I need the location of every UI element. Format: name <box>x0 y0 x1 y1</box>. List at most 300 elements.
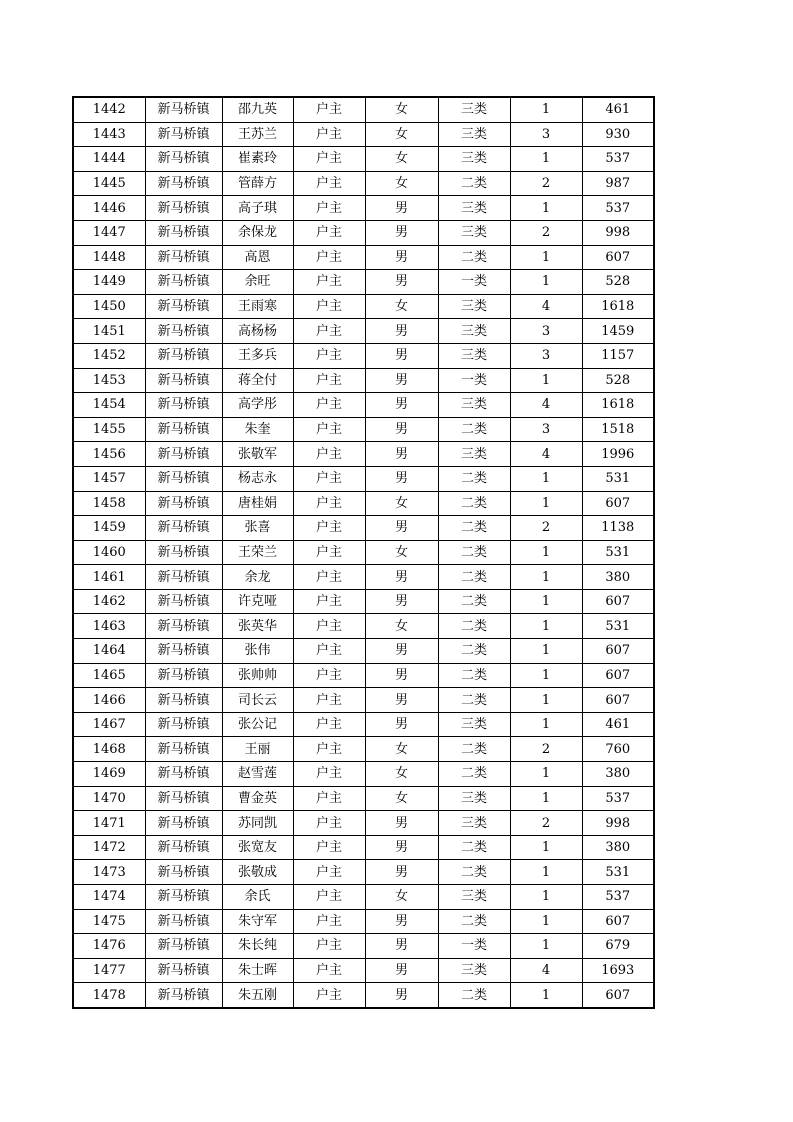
category-cell: 一类 <box>438 270 510 295</box>
row-number-cell: 1451 <box>73 319 145 344</box>
table-row <box>73 639 654 664</box>
row-number-cell: 1444 <box>73 147 145 172</box>
town-cell: 新马桥镇 <box>145 835 222 860</box>
category-cell: 三类 <box>438 220 510 245</box>
town-cell: 新马桥镇 <box>145 958 222 983</box>
town-cell: 新马桥镇 <box>145 639 222 664</box>
name-cell: 司长云 <box>222 688 293 713</box>
amount-cell: 1618 <box>582 294 654 319</box>
row-number-cell: 1475 <box>73 909 145 934</box>
gender-cell: 男 <box>365 860 438 885</box>
amount-cell: 607 <box>582 639 654 664</box>
amount-cell: 380 <box>582 565 654 590</box>
relation-cell: 户主 <box>293 540 365 565</box>
row-number-cell: 1472 <box>73 835 145 860</box>
town-cell: 新马桥镇 <box>145 220 222 245</box>
relation-cell: 户主 <box>293 835 365 860</box>
town-cell: 新马桥镇 <box>145 491 222 516</box>
category-cell: 三类 <box>438 393 510 418</box>
row-number-cell: 1457 <box>73 466 145 491</box>
table-row <box>73 737 654 762</box>
household-size-cell: 1 <box>510 762 582 787</box>
name-cell: 高学彤 <box>222 393 293 418</box>
table-row <box>73 245 654 270</box>
relation-cell: 户主 <box>293 983 365 1008</box>
row-number-cell: 1442 <box>73 97 145 122</box>
amount-cell: 998 <box>582 220 654 245</box>
amount-cell: 760 <box>582 737 654 762</box>
household-size-cell: 1 <box>510 663 582 688</box>
gender-cell: 男 <box>365 835 438 860</box>
category-cell: 三类 <box>438 712 510 737</box>
name-cell: 张伟 <box>222 639 293 664</box>
table-row <box>73 688 654 713</box>
relation-cell: 户主 <box>293 688 365 713</box>
relation-cell: 户主 <box>293 368 365 393</box>
town-cell: 新马桥镇 <box>145 147 222 172</box>
name-cell: 高杨杨 <box>222 319 293 344</box>
name-cell: 朱奎 <box>222 417 293 442</box>
amount-cell: 380 <box>582 835 654 860</box>
town-cell: 新马桥镇 <box>145 540 222 565</box>
household-size-cell: 1 <box>510 712 582 737</box>
name-cell: 赵雪莲 <box>222 762 293 787</box>
table-row <box>73 958 654 983</box>
relation-cell: 户主 <box>293 589 365 614</box>
category-cell: 三类 <box>438 97 510 122</box>
relation-cell: 户主 <box>293 97 365 122</box>
relation-cell: 户主 <box>293 958 365 983</box>
household-size-cell: 4 <box>510 442 582 467</box>
amount-cell: 1518 <box>582 417 654 442</box>
relation-cell: 户主 <box>293 294 365 319</box>
table-row <box>73 835 654 860</box>
table-row <box>73 417 654 442</box>
name-cell: 苏同凯 <box>222 811 293 836</box>
amount-cell: 607 <box>582 491 654 516</box>
town-cell: 新马桥镇 <box>145 983 222 1008</box>
row-number-cell: 1450 <box>73 294 145 319</box>
table-row <box>73 491 654 516</box>
row-number-cell: 1474 <box>73 885 145 910</box>
relation-cell: 户主 <box>293 393 365 418</box>
town-cell: 新马桥镇 <box>145 762 222 787</box>
relation-cell: 户主 <box>293 811 365 836</box>
town-cell: 新马桥镇 <box>145 171 222 196</box>
relation-cell: 户主 <box>293 786 365 811</box>
amount-cell: 380 <box>582 762 654 787</box>
gender-cell: 男 <box>365 220 438 245</box>
category-cell: 三类 <box>438 958 510 983</box>
gender-cell: 男 <box>365 565 438 590</box>
gender-cell: 男 <box>365 688 438 713</box>
household-size-cell: 1 <box>510 860 582 885</box>
relation-cell: 户主 <box>293 343 365 368</box>
household-size-cell: 1 <box>510 934 582 959</box>
gender-cell: 男 <box>365 270 438 295</box>
amount-cell: 531 <box>582 860 654 885</box>
row-number-cell: 1448 <box>73 245 145 270</box>
household-size-cell: 1 <box>510 491 582 516</box>
name-cell: 余旺 <box>222 270 293 295</box>
household-size-cell: 1 <box>510 368 582 393</box>
relation-cell: 户主 <box>293 147 365 172</box>
name-cell: 高子琪 <box>222 196 293 221</box>
row-number-cell: 1446 <box>73 196 145 221</box>
table-row <box>73 294 654 319</box>
gender-cell: 男 <box>365 639 438 664</box>
gender-cell: 男 <box>365 516 438 541</box>
category-cell: 二类 <box>438 589 510 614</box>
category-cell: 一类 <box>438 368 510 393</box>
gender-cell: 男 <box>365 245 438 270</box>
town-cell: 新马桥镇 <box>145 860 222 885</box>
amount-cell: 528 <box>582 368 654 393</box>
relation-cell: 户主 <box>293 934 365 959</box>
town-cell: 新马桥镇 <box>145 196 222 221</box>
town-cell: 新马桥镇 <box>145 614 222 639</box>
row-number-cell: 1449 <box>73 270 145 295</box>
gender-cell: 女 <box>365 147 438 172</box>
row-number-cell: 1445 <box>73 171 145 196</box>
name-cell: 张敬军 <box>222 442 293 467</box>
name-cell: 余氏 <box>222 885 293 910</box>
amount-cell: 461 <box>582 712 654 737</box>
household-size-cell: 3 <box>510 343 582 368</box>
name-cell: 许克哑 <box>222 589 293 614</box>
table-row <box>73 171 654 196</box>
name-cell: 唐桂娟 <box>222 491 293 516</box>
table-row <box>73 589 654 614</box>
category-cell: 二类 <box>438 688 510 713</box>
row-number-cell: 1465 <box>73 663 145 688</box>
category-cell: 二类 <box>438 540 510 565</box>
household-size-cell: 1 <box>510 885 582 910</box>
town-cell: 新马桥镇 <box>145 786 222 811</box>
gender-cell: 男 <box>365 417 438 442</box>
town-cell: 新马桥镇 <box>145 688 222 713</box>
gender-cell: 男 <box>365 368 438 393</box>
row-number-cell: 1456 <box>73 442 145 467</box>
town-cell: 新马桥镇 <box>145 393 222 418</box>
household-size-cell: 1 <box>510 835 582 860</box>
category-cell: 二类 <box>438 909 510 934</box>
town-cell: 新马桥镇 <box>145 934 222 959</box>
row-number-cell: 1443 <box>73 122 145 147</box>
gender-cell: 男 <box>365 811 438 836</box>
row-number-cell: 1447 <box>73 220 145 245</box>
category-cell: 二类 <box>438 663 510 688</box>
town-cell: 新马桥镇 <box>145 97 222 122</box>
amount-cell: 998 <box>582 811 654 836</box>
relation-cell: 户主 <box>293 122 365 147</box>
gender-cell: 男 <box>365 319 438 344</box>
table-row <box>73 97 654 122</box>
row-number-cell: 1455 <box>73 417 145 442</box>
name-cell: 余龙 <box>222 565 293 590</box>
household-size-cell: 2 <box>510 737 582 762</box>
name-cell: 王多兵 <box>222 343 293 368</box>
town-cell: 新马桥镇 <box>145 565 222 590</box>
name-cell: 高恩 <box>222 245 293 270</box>
name-cell: 崔素玲 <box>222 147 293 172</box>
category-cell: 二类 <box>438 491 510 516</box>
table-row <box>73 196 654 221</box>
amount-cell: 1693 <box>582 958 654 983</box>
gender-cell: 男 <box>365 909 438 934</box>
table-row <box>73 343 654 368</box>
gender-cell: 女 <box>365 614 438 639</box>
relation-cell: 户主 <box>293 442 365 467</box>
row-number-cell: 1461 <box>73 565 145 590</box>
name-cell: 张帅帅 <box>222 663 293 688</box>
row-number-cell: 1476 <box>73 934 145 959</box>
town-cell: 新马桥镇 <box>145 442 222 467</box>
name-cell: 王雨寒 <box>222 294 293 319</box>
name-cell: 朱长纯 <box>222 934 293 959</box>
amount-cell: 607 <box>582 589 654 614</box>
town-cell: 新马桥镇 <box>145 712 222 737</box>
relation-cell: 户主 <box>293 171 365 196</box>
relation-cell: 户主 <box>293 319 365 344</box>
gender-cell: 男 <box>365 466 438 491</box>
row-number-cell: 1460 <box>73 540 145 565</box>
household-size-cell: 1 <box>510 147 582 172</box>
gender-cell: 男 <box>365 983 438 1008</box>
category-cell: 一类 <box>438 934 510 959</box>
relation-cell: 户主 <box>293 516 365 541</box>
name-cell: 朱士晖 <box>222 958 293 983</box>
household-size-cell: 1 <box>510 909 582 934</box>
town-cell: 新马桥镇 <box>145 122 222 147</box>
household-size-cell: 1 <box>510 245 582 270</box>
town-cell: 新马桥镇 <box>145 516 222 541</box>
row-number-cell: 1478 <box>73 983 145 1008</box>
amount-cell: 537 <box>582 196 654 221</box>
row-number-cell: 1477 <box>73 958 145 983</box>
row-number-cell: 1473 <box>73 860 145 885</box>
table-row <box>73 122 654 147</box>
gender-cell: 女 <box>365 294 438 319</box>
category-cell: 二类 <box>438 983 510 1008</box>
table-row <box>73 565 654 590</box>
relation-cell: 户主 <box>293 220 365 245</box>
relation-cell: 户主 <box>293 860 365 885</box>
household-size-cell: 1 <box>510 466 582 491</box>
gender-cell: 男 <box>365 663 438 688</box>
table-row <box>73 934 654 959</box>
gender-cell: 女 <box>365 885 438 910</box>
relation-cell: 户主 <box>293 466 365 491</box>
gender-cell: 女 <box>365 171 438 196</box>
household-size-cell: 1 <box>510 540 582 565</box>
amount-cell: 607 <box>582 688 654 713</box>
category-cell: 二类 <box>438 466 510 491</box>
household-size-cell: 4 <box>510 393 582 418</box>
amount-cell: 1157 <box>582 343 654 368</box>
table-row <box>73 393 654 418</box>
household-size-cell: 1 <box>510 639 582 664</box>
gender-cell: 女 <box>365 786 438 811</box>
category-cell: 三类 <box>438 885 510 910</box>
gender-cell: 女 <box>365 122 438 147</box>
table-body <box>73 97 654 1008</box>
name-cell: 张敬成 <box>222 860 293 885</box>
table-row <box>73 762 654 787</box>
table-row <box>73 466 654 491</box>
household-size-cell: 1 <box>510 589 582 614</box>
name-cell: 蒋全付 <box>222 368 293 393</box>
category-cell: 二类 <box>438 860 510 885</box>
category-cell: 二类 <box>438 171 510 196</box>
household-size-cell: 1 <box>510 614 582 639</box>
category-cell: 二类 <box>438 245 510 270</box>
relation-cell: 户主 <box>293 737 365 762</box>
table-row <box>73 540 654 565</box>
table-row <box>73 663 654 688</box>
town-cell: 新马桥镇 <box>145 589 222 614</box>
household-size-cell: 4 <box>510 294 582 319</box>
household-size-cell: 1 <box>510 97 582 122</box>
table-row <box>73 885 654 910</box>
gender-cell: 男 <box>365 442 438 467</box>
gender-cell: 男 <box>365 589 438 614</box>
household-size-cell: 2 <box>510 171 582 196</box>
amount-cell: 607 <box>582 663 654 688</box>
household-size-cell: 3 <box>510 122 582 147</box>
gender-cell: 女 <box>365 762 438 787</box>
name-cell: 朱守军 <box>222 909 293 934</box>
table-row <box>73 147 654 172</box>
category-cell: 三类 <box>438 319 510 344</box>
household-size-cell: 2 <box>510 220 582 245</box>
amount-cell: 531 <box>582 466 654 491</box>
household-size-cell: 1 <box>510 983 582 1008</box>
amount-cell: 679 <box>582 934 654 959</box>
gender-cell: 男 <box>365 393 438 418</box>
relation-cell: 户主 <box>293 417 365 442</box>
relation-cell: 户主 <box>293 663 365 688</box>
name-cell: 王丽 <box>222 737 293 762</box>
amount-cell: 537 <box>582 147 654 172</box>
name-cell: 王苏兰 <box>222 122 293 147</box>
name-cell: 杨志永 <box>222 466 293 491</box>
household-size-cell: 1 <box>510 786 582 811</box>
amount-cell: 528 <box>582 270 654 295</box>
row-number-cell: 1468 <box>73 737 145 762</box>
row-number-cell: 1453 <box>73 368 145 393</box>
table-row <box>73 614 654 639</box>
amount-cell: 1996 <box>582 442 654 467</box>
category-cell: 二类 <box>438 762 510 787</box>
gender-cell: 男 <box>365 712 438 737</box>
amount-cell: 537 <box>582 885 654 910</box>
category-cell: 二类 <box>438 614 510 639</box>
town-cell: 新马桥镇 <box>145 417 222 442</box>
name-cell: 邵九英 <box>222 97 293 122</box>
row-number-cell: 1464 <box>73 639 145 664</box>
category-cell: 二类 <box>438 417 510 442</box>
town-cell: 新马桥镇 <box>145 885 222 910</box>
name-cell: 曹金英 <box>222 786 293 811</box>
name-cell: 管薛方 <box>222 171 293 196</box>
relation-cell: 户主 <box>293 245 365 270</box>
table-row <box>73 220 654 245</box>
row-number-cell: 1469 <box>73 762 145 787</box>
relation-cell: 户主 <box>293 196 365 221</box>
table-row <box>73 516 654 541</box>
relation-cell: 户主 <box>293 762 365 787</box>
household-size-cell: 4 <box>510 958 582 983</box>
category-cell: 二类 <box>438 639 510 664</box>
town-cell: 新马桥镇 <box>145 663 222 688</box>
relation-cell: 户主 <box>293 614 365 639</box>
data-table <box>72 96 655 1009</box>
amount-cell: 930 <box>582 122 654 147</box>
town-cell: 新马桥镇 <box>145 270 222 295</box>
amount-cell: 531 <box>582 540 654 565</box>
name-cell: 王荣兰 <box>222 540 293 565</box>
category-cell: 三类 <box>438 786 510 811</box>
row-number-cell: 1466 <box>73 688 145 713</box>
category-cell: 二类 <box>438 565 510 590</box>
amount-cell: 461 <box>582 97 654 122</box>
town-cell: 新马桥镇 <box>145 343 222 368</box>
amount-cell: 1138 <box>582 516 654 541</box>
gender-cell: 男 <box>365 958 438 983</box>
relation-cell: 户主 <box>293 909 365 934</box>
name-cell: 余保龙 <box>222 220 293 245</box>
row-number-cell: 1454 <box>73 393 145 418</box>
amount-cell: 1618 <box>582 393 654 418</box>
household-size-cell: 3 <box>510 417 582 442</box>
town-cell: 新马桥镇 <box>145 466 222 491</box>
table-row <box>73 786 654 811</box>
amount-cell: 607 <box>582 245 654 270</box>
household-size-cell: 1 <box>510 196 582 221</box>
category-cell: 二类 <box>438 835 510 860</box>
town-cell: 新马桥镇 <box>145 245 222 270</box>
table-row <box>73 811 654 836</box>
gender-cell: 女 <box>365 737 438 762</box>
name-cell: 张公记 <box>222 712 293 737</box>
gender-cell: 男 <box>365 934 438 959</box>
town-cell: 新马桥镇 <box>145 811 222 836</box>
household-size-cell: 3 <box>510 319 582 344</box>
gender-cell: 女 <box>365 97 438 122</box>
amount-cell: 1459 <box>582 319 654 344</box>
table-row <box>73 368 654 393</box>
town-cell: 新马桥镇 <box>145 294 222 319</box>
relation-cell: 户主 <box>293 565 365 590</box>
table-row <box>73 983 654 1008</box>
table-row <box>73 442 654 467</box>
name-cell: 朱五刚 <box>222 983 293 1008</box>
table-row <box>73 909 654 934</box>
table-row <box>73 860 654 885</box>
row-number-cell: 1458 <box>73 491 145 516</box>
category-cell: 三类 <box>438 196 510 221</box>
category-cell: 三类 <box>438 147 510 172</box>
amount-cell: 607 <box>582 909 654 934</box>
row-number-cell: 1452 <box>73 343 145 368</box>
amount-cell: 537 <box>582 786 654 811</box>
table-row <box>73 319 654 344</box>
row-number-cell: 1470 <box>73 786 145 811</box>
relation-cell: 户主 <box>293 491 365 516</box>
amount-cell: 607 <box>582 983 654 1008</box>
name-cell: 张英华 <box>222 614 293 639</box>
